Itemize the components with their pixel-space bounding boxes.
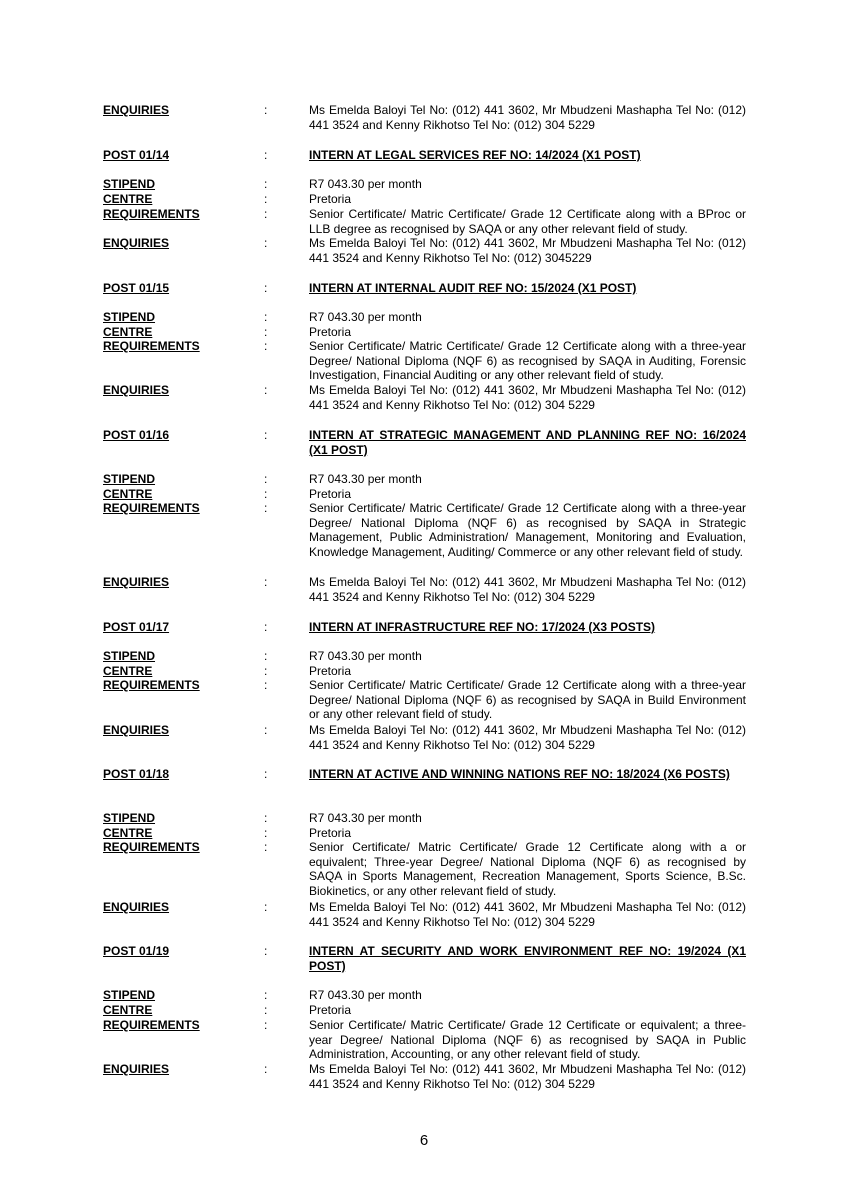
post-title: INTERN AT STRATEGIC MANAGEMENT AND PLANNING REF NO: 16/2024 (X1 POST) — [309, 428, 746, 457]
requirements-value: Senior Certificate/ Matric Certificate/ Grade 12 Certificate along with a three-year Degree/ National Diploma (NQF 6) as recognised by SAQA in Strategic Management, Public Administration/ Management, Monitoring and Evaluation, Knowledge Management, Auditing/ Commerce or any other relevant field of study. — [309, 501, 746, 560]
enquiries-value: Ms Emelda Baloyi Tel No: (012) 441 3602, Mr Mbudzeni Mashapha Tel No: (012) 441 3524 and Kenny Rikhotso Tel No: (012) 304 5229 — [309, 575, 746, 604]
field-colon: : — [264, 148, 268, 162]
field-label-enquiries: ENQUIRIES — [103, 383, 170, 397]
post-number: POST 01/19 — [103, 944, 170, 958]
stipend-value: R7 043.30 per month — [309, 649, 422, 663]
field-label-enquiries: ENQUIRIES — [103, 236, 170, 250]
requirements-value: Senior Certificate/ Matric Certificate/ Grade 12 Certificate along with a or equivalent; Three-year Degree/ National Diploma (NQF 6) as recognised by SAQA in Sports Management, Recreation Management, Sports Science, B.Sc. Biokinetics, or any other relevant field of study. — [309, 840, 746, 899]
field-label-centre: CENTRE — [103, 325, 153, 339]
requirements-value: Senior Certificate/ Matric Certificate/ Grade 12 Certificate or equivalent; a three-year Degree/ National Diploma (NQF 6) as recognised by SAQA in Public Administration, Accounting, or any other relevant field of study. — [309, 1018, 746, 1062]
field-label-centre: CENTRE — [103, 664, 153, 678]
field-colon: : — [264, 988, 268, 1002]
page-number: 6 — [419, 1132, 429, 1149]
field-label-enquiries: ENQUIRIES — [103, 103, 170, 117]
centre-value: Pretoria — [309, 664, 352, 678]
field-label-centre: CENTRE — [103, 826, 153, 840]
field-colon: : — [264, 192, 268, 206]
enquiries-text: Ms Emelda Baloyi Tel No: (012) 441 3602, Mr Mbudzeni Mashapha Tel No: (012) 441 3524 and Kenny Rikhotso Tel No: (012) 304 5229 — [309, 103, 746, 132]
field-label-stipend: STIPEND — [103, 472, 156, 486]
field-label-stipend: STIPEND — [103, 988, 156, 1002]
field-colon: : — [264, 310, 268, 324]
field-colon: : — [264, 339, 268, 353]
centre-value: Pretoria — [309, 1003, 352, 1017]
field-label-centre: CENTRE — [103, 192, 153, 206]
field-colon: : — [264, 723, 268, 737]
post-title: INTERN AT ACTIVE AND WINNING NATIONS REF NO: 18/2024 (X6 POSTS) — [309, 767, 730, 781]
field-colon: : — [264, 281, 268, 295]
centre-value: Pretoria — [309, 325, 352, 339]
field-colon: : — [264, 1018, 268, 1032]
field-colon: : — [264, 487, 268, 501]
field-label-enquiries: ENQUIRIES — [103, 723, 170, 737]
field-colon: : — [264, 664, 268, 678]
centre-value: Pretoria — [309, 487, 352, 501]
field-colon: : — [264, 1003, 268, 1017]
field-label-requirements: REQUIREMENTS — [103, 501, 200, 515]
field-label-enquiries: ENQUIRIES — [103, 900, 170, 914]
field-colon: : — [264, 575, 268, 589]
post-title: INTERN AT INFRASTRUCTURE REF NO: 17/2024 (X3 POSTS) — [309, 620, 656, 634]
enquiries-value: Ms Emelda Baloyi Tel No: (012) 441 3602, Mr Mbudzeni Mashapha Tel No: (012) 441 3524 and Kenny Rikhotso Tel No: (012) 304 5229 — [309, 900, 746, 929]
field-colon: : — [264, 767, 268, 781]
field-label-stipend: STIPEND — [103, 310, 156, 324]
field-label-requirements: REQUIREMENTS — [103, 207, 200, 221]
field-colon: : — [264, 840, 268, 854]
field-colon: : — [264, 826, 268, 840]
stipend-value: R7 043.30 per month — [309, 988, 422, 1002]
field-colon: : — [264, 472, 268, 486]
requirements-value: Senior Certificate/ Matric Certificate/ Grade 12 Certificate along with a three-year Degree/ National Diploma (NQF 6) as recognised by SAQA in Auditing, Forensic Investigation, Financial Auditing or any other relevant field of study. — [309, 339, 746, 383]
field-colon: : — [264, 1062, 268, 1076]
post-number: POST 01/17 — [103, 620, 170, 634]
post-number: POST 01/14 — [103, 148, 170, 162]
field-label-stipend: STIPEND — [103, 811, 156, 825]
field-label-centre: CENTRE — [103, 1003, 153, 1017]
field-colon: : — [264, 649, 268, 663]
stipend-value: R7 043.30 per month — [309, 177, 422, 191]
field-colon: : — [264, 177, 268, 191]
field-label-enquiries: ENQUIRIES — [103, 575, 170, 589]
stipend-value: R7 043.30 per month — [309, 811, 422, 825]
field-colon: : — [264, 678, 268, 692]
post-title: INTERN AT SECURITY AND WORK ENVIRONMENT REF NO: 19/2024 (X1 POST) — [309, 944, 746, 973]
post-title: INTERN AT INTERNAL AUDIT REF NO: 15/2024 (X1 POST) — [309, 281, 637, 295]
requirements-value: Senior Certificate/ Matric Certificate/ Grade 12 Certificate along with a BProc or LLB degree as recognised by SAQA or any other relevant field of study. — [309, 207, 746, 236]
requirements-value: Senior Certificate/ Matric Certificate/ Grade 12 Certificate along with a three-year Degree/ National Diploma (NQF 6) as recognised by SAQA in Build Environment or any other relevant field of study. — [309, 678, 746, 722]
field-colon: : — [264, 428, 268, 442]
enquiries-value: Ms Emelda Baloyi Tel No: (012) 441 3602, Mr Mbudzeni Mashapha Tel No: (012) 441 3524 and Kenny Rikhotso Tel No: (012) 304 5229 — [309, 383, 746, 412]
post-number: POST 01/18 — [103, 767, 170, 781]
stipend-value: R7 043.30 per month — [309, 310, 422, 324]
enquiries-value: Ms Emelda Baloyi Tel No: (012) 441 3602, Mr Mbudzeni Mashapha Tel No: (012) 441 3524 and Kenny Rikhotso Tel No: (012) 304 5229 — [309, 1062, 746, 1091]
field-colon: : — [264, 900, 268, 914]
field-label-centre: CENTRE — [103, 487, 153, 501]
field-colon: : — [264, 383, 268, 397]
field-label-requirements: REQUIREMENTS — [103, 1018, 200, 1032]
field-label-enquiries: ENQUIRIES — [103, 1062, 170, 1076]
field-colon: : — [264, 207, 268, 221]
post-number: POST 01/16 — [103, 428, 170, 442]
field-label-stipend: STIPEND — [103, 177, 156, 191]
post-title: INTERN AT LEGAL SERVICES REF NO: 14/2024 (X1 POST) — [309, 148, 641, 162]
field-label-requirements: REQUIREMENTS — [103, 840, 200, 854]
field-colon: : — [264, 103, 268, 117]
field-colon: : — [264, 944, 268, 958]
stipend-value: R7 043.30 per month — [309, 472, 422, 486]
centre-value: Pretoria — [309, 192, 352, 206]
enquiries-value: Ms Emelda Baloyi Tel No: (012) 441 3602, Mr Mbudzeni Mashapha Tel No: (012) 441 3524 and Kenny Rikhotso Tel No: (012) 3045229 — [309, 236, 746, 265]
field-label-requirements: REQUIREMENTS — [103, 339, 200, 353]
field-colon: : — [264, 811, 268, 825]
field-label-requirements: REQUIREMENTS — [103, 678, 200, 692]
field-colon: : — [264, 236, 268, 250]
post-number: POST 01/15 — [103, 281, 170, 295]
centre-value: Pretoria — [309, 826, 352, 840]
field-colon: : — [264, 325, 268, 339]
field-colon: : — [264, 620, 268, 634]
field-colon: : — [264, 501, 268, 515]
enquiries-value: Ms Emelda Baloyi Tel No: (012) 441 3602, Mr Mbudzeni Mashapha Tel No: (012) 441 3524 and Kenny Rikhotso Tel No: (012) 304 5229 — [309, 723, 746, 752]
field-label-stipend: STIPEND — [103, 649, 156, 663]
